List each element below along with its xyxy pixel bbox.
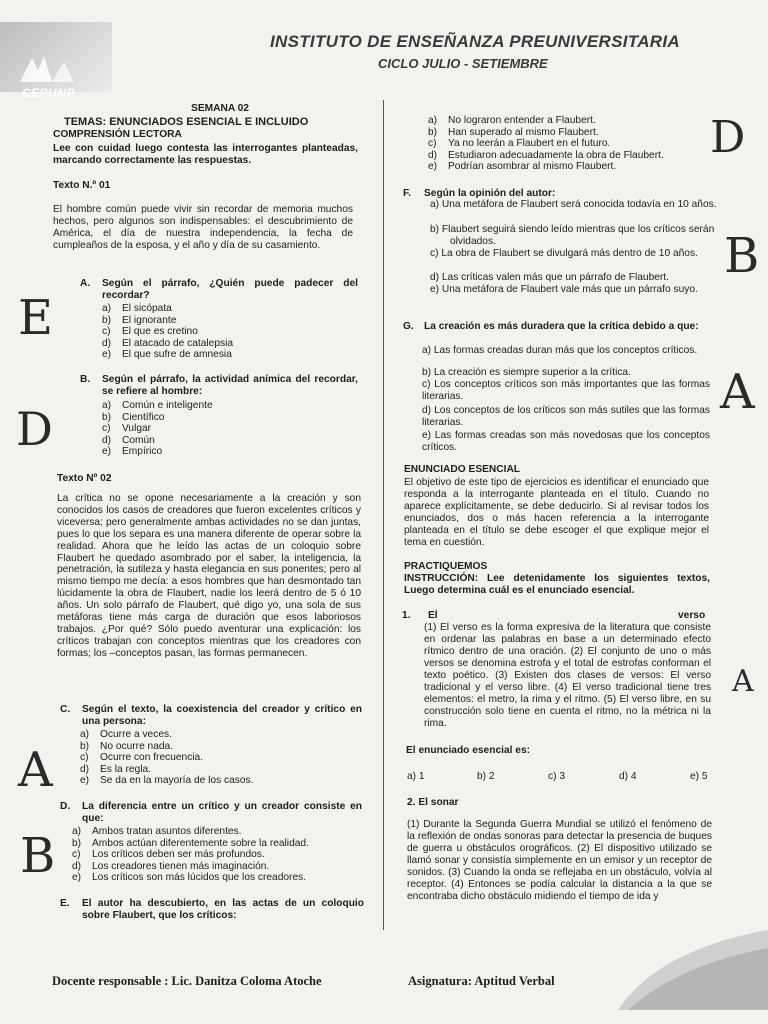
exercise-1-choice: a) 1 <box>407 771 425 782</box>
exercise-1-number: 1. <box>402 610 411 621</box>
answer-option <box>102 303 172 315</box>
answer-option <box>428 115 596 127</box>
option-letter: d) <box>80 763 90 775</box>
option-letter: b) <box>80 740 90 752</box>
handwritten-answer-D: B <box>20 828 56 884</box>
option-letter: c) <box>80 752 89 764</box>
option-letter: a) <box>102 400 112 411</box>
option-letter: b) <box>72 837 82 849</box>
text1-title: Texto N.º 01 <box>53 180 111 191</box>
option-text: Empírico <box>122 446 163 458</box>
topics-heading: TEMAS: ENUNCIADOS ESENCIAL E INCLUIDO <box>64 116 309 128</box>
answer-option <box>102 349 232 361</box>
answer-option <box>102 315 176 327</box>
answer-option <box>80 741 173 753</box>
answer-option <box>80 775 253 787</box>
option-text: Ocurre con frecuencia. <box>100 752 204 764</box>
option-letter: d) <box>102 434 112 446</box>
option-text: El que es cretino <box>122 326 198 338</box>
question-E-label: E. <box>60 898 70 909</box>
question-F-text: Según la opinión del autor: <box>424 188 556 199</box>
option-letter: c) <box>428 138 437 150</box>
answer-option: a) Las formas creadas duran más que los conceptos críticos. <box>422 345 698 356</box>
option-letter: b) <box>102 411 112 423</box>
answer-option <box>428 161 616 173</box>
handwritten-answer-G: A <box>720 364 755 420</box>
question-E-text: El autor ha descubierto, en las actas de un coloquio sobre Flaubert, que los críticos: <box>82 898 364 921</box>
option-letter: a) <box>428 115 438 126</box>
text2-title: Texto Nº 02 <box>57 473 112 484</box>
option-letter: e) <box>102 446 112 458</box>
exercise-1-choice: d) 4 <box>619 771 637 782</box>
option-letter: a) <box>80 729 90 740</box>
handwritten-answer-F: B <box>724 228 760 284</box>
answer-option: d) Los conceptos de los críticos son más sutiles que las formas literarias. <box>422 405 710 428</box>
subject-label: Asignatura: Aptitud Verbal <box>408 974 555 988</box>
option-letter: e) <box>102 349 112 361</box>
text2-body: La crítica no se opone necesariamente a la creación y son conocidos los casos de creadores que fueron excelentes críticos y viceversa; pero generalmente ambas actividades no se dan juntas, pues lo que los separa es una manera diferente de operar sobre la realidad. Ahora que he leído las actas de un coloquio sobre Flaubert he quedado asombrado por el saber, la inteligencia, la penetración, la sutileza y hasta elegancia en sus ponentes; pero al mismo tiempo me decía: a esos hombres que han desmontado tan lúcidamente la obra de Flaubert, nadie los leerá dentro de 5 ó 10 años. Un solo párrafo de Flaubert, qué digo yo, una sola de sus metáforas tiene más carga de duración que esos laboriosos trabajos. ¿Por qué? Sólo puedo aventurar una explicación: los críticos trabajan con conceptos mientras que los creadores con formas; los –conceptos pasan, las formas permanecen. <box>57 493 361 659</box>
institution-title: INSTITUTO DE ENSEÑANZA PREUNIVERSITARIA <box>270 32 680 51</box>
exercise-1-body: (1) El verso es la forma expresiva de la literatura que consiste en ordenar las palabras en base a un determinado efecto rítmico dentro de una oración. (2) El conjunto de uno o más versos se denomina estrofa y el total de estrofas conforman el texto poético. (3) Existen dos clases de versos: El verso tradicional y el verso libre. (4) El verso tradicional tiene tres elementos: el metro, la rima y el ritmo. (5) El verso libre, en su construcción solo tiene en cuenta el ritmo, no la métrica ni la rima. <box>424 622 711 729</box>
option-text: Podrían asombrar al mismo Flaubert. <box>448 161 617 173</box>
answer-option <box>102 326 198 338</box>
essential-statement-body: El objetivo de este tipo de ejercicios es identificar el enunciado que responda a la interrogante planteada en el título. Cuando no aparece explícitamente, se debe deducirlo. Si al revisar todos los enunciados, dos o más hacen referencia a la interrogante planteada en el título se debe escoger el que explique mejor el tema en cuestión. <box>404 477 709 548</box>
handwritten-answer-B: D <box>16 402 53 456</box>
option-text: El ignorante <box>122 314 177 326</box>
answer-option <box>102 412 164 424</box>
answer-option <box>72 826 242 838</box>
option-text: El que sufre de amnesia <box>122 349 232 361</box>
handwritten-answer-C: A <box>18 742 53 798</box>
option-text: No lograron entender a Flaubert. <box>448 115 596 126</box>
answer-option <box>428 138 610 150</box>
exercise-1-question: El enunciado esencial es: <box>406 745 530 756</box>
option-letter: a) <box>72 826 82 837</box>
option-text: Científico <box>122 411 165 423</box>
option-text: Los críticos son más lúcidos que los creadores. <box>92 872 307 884</box>
option-text: Vulgar <box>122 423 152 435</box>
handwritten-answer-A: E <box>18 290 54 346</box>
teacher-label: Docente responsable : Lic. Danitza Coloma Atoche <box>52 974 322 988</box>
question-G-label: G. <box>403 321 414 332</box>
answer-option <box>72 838 309 850</box>
handwritten-answer-1: A <box>732 664 754 699</box>
question-B-label: B. <box>80 374 91 385</box>
week-label: SEMANA 02 <box>191 103 249 114</box>
option-letter: c) <box>72 849 81 861</box>
option-letter: b) <box>102 314 112 326</box>
question-C-text: Según el texto, la coexistencia del creador y crítico en una persona: <box>82 704 362 727</box>
option-letter: a) <box>102 303 112 314</box>
exercise-2-title: 2. El sonar <box>407 797 459 808</box>
answer-option <box>102 446 162 458</box>
option-letter: e) <box>80 775 90 787</box>
option-letter: c) <box>102 326 111 338</box>
answer-option <box>102 435 155 447</box>
answer-option: c) Los conceptos críticos son más importantes que las formas literarias. <box>422 379 710 402</box>
option-text: Ocurre a veces. <box>100 729 172 740</box>
option-letter: c) <box>102 423 111 435</box>
option-text: El sicópata <box>122 303 172 314</box>
exercise-1-title-end: verso <box>678 610 706 621</box>
question-B-text: Según el párrafo, la actividad anímica del recordar, se refiere al hombre: <box>102 374 358 397</box>
practice-heading: PRACTIQUEMOS <box>404 561 488 572</box>
answer-option: a) Una metáfora de Flaubert será conocida todavía en 10 años. <box>430 199 717 210</box>
option-letter: d) <box>72 860 82 872</box>
answer-option: e) Las formas creadas son más novedosas que los conceptos críticos. <box>422 430 710 453</box>
reading-comprehension-heading: COMPRENSIÓN LECTORA <box>53 129 182 140</box>
option-text: Los críticos deben ser más profundos. <box>92 849 265 861</box>
option-text: Ambos tratan asuntos diferentes. <box>92 826 242 837</box>
exercise-1-title-start: El <box>428 610 438 621</box>
answer-option: d) Las críticas valen más que un párrafo de Flaubert. <box>430 272 669 283</box>
option-text: Común e inteligente <box>122 400 213 411</box>
answer-option <box>102 423 151 435</box>
option-text: Común <box>122 434 155 446</box>
option-letter: d) <box>102 337 112 349</box>
footer-decoration <box>618 930 768 1010</box>
answer-option <box>80 729 172 741</box>
instructions: Lee con cuidad luego contesta las interrogantes planteadas, marcando correctamente las respuestas. <box>53 143 358 166</box>
answer-option <box>72 872 306 884</box>
institution-logo <box>0 22 112 100</box>
column-divider <box>383 100 384 930</box>
option-letter: b) <box>428 126 438 138</box>
question-D-label: D. <box>60 801 71 812</box>
answer-option: e) Una metáfora de Flaubert vale más que un párrafo suyo. <box>430 284 698 295</box>
cycle-subtitle: CICLO JULIO - SETIEMBRE <box>378 56 548 71</box>
option-text: Se da en la mayoría de los casos. <box>100 775 254 787</box>
question-C-label: C. <box>60 704 71 715</box>
answer-option <box>80 752 203 764</box>
answer-option: b) La creación es siempre superior a la crítica. <box>422 367 631 378</box>
option-letter: e) <box>428 161 438 173</box>
option-text: Ya no leerán a Flaubert en el futuro. <box>448 138 611 150</box>
answer-option <box>72 849 265 861</box>
option-text: No ocurre nada. <box>100 740 174 752</box>
question-D-text: La diferencia entre un crítico y un creador consiste en que: <box>82 801 362 824</box>
option-text: El atacado de catalepsia <box>122 337 234 349</box>
exercise-1-choice: b) 2 <box>477 771 495 782</box>
answer-option: b) Flaubert seguirá siendo leído mientras que los críticos serán olvidados. <box>430 224 715 247</box>
logo-text: CEPUNP <box>22 86 76 100</box>
answer-option <box>428 150 664 162</box>
question-F-label: F. <box>403 188 411 199</box>
exercise-1-choice: e) 5 <box>690 771 708 782</box>
answer-option <box>80 764 151 776</box>
text1-body: El hombre común puede vivir sin recordar de memoria muchos hechos, pero algunos son indispensables: el descubrimiento de América, el día de nuestra independencia, la fecha de cumpleaños de la esposa, y el año y día de su casamiento. <box>53 204 353 251</box>
answer-option <box>102 338 233 350</box>
option-text: Es la regla. <box>100 763 151 775</box>
option-letter: e) <box>72 872 82 884</box>
option-letter: d) <box>428 149 438 161</box>
handwritten-answer-E: D <box>710 112 746 163</box>
question-G-text: La creación es más duradera que la crítica debido a que: <box>424 321 699 332</box>
question-A-text: Según el párrafo, ¿Quién puede padecer del recordar? <box>102 278 358 301</box>
option-text: Han superado al mismo Flaubert. <box>448 126 599 138</box>
exercise-2-body: (1) Durante la Segunda Guerra Mundial se utilizó el fenómeno de la reflexión de ondas sonoras para detectar la presencia de buques de guerra u obstáculos orográficos. (2) El dispositivo utilizado se llamó sonar y consistía simplemente en un emisor y un receptor de sonidos. (3) Cuando la onda se reflejaba en un obstáculo, volvía al receptor. (4) Entonces se podía calcular la distancia a la que se encontraba dicho obstáculo midiendo el tiempo de ida y <box>407 819 712 902</box>
option-text: Estudiaron adecuadamente la obra de Flaubert. <box>448 149 664 161</box>
essential-statement-heading: ENUNCIADO ESENCIAL <box>404 464 521 475</box>
answer-option <box>102 400 213 412</box>
practice-instruction: INSTRUCCIÓN: Lee detenidamente los siguientes textos, Luego determina cuál es el enunciado esencial. <box>404 573 710 596</box>
option-text: Ambos actúan diferentemente sobre la realidad. <box>92 837 309 849</box>
answer-option <box>72 861 269 873</box>
answer-option: c) La obra de Flaubert se divulgará más dentro de 10 años. <box>430 248 698 259</box>
exercise-1-choice: c) 3 <box>548 771 565 782</box>
question-A-label: A. <box>80 278 91 289</box>
option-text: Los creadores tienen más imaginación. <box>92 860 270 872</box>
logo-emblem-icon <box>12 52 82 86</box>
answer-option <box>428 127 599 139</box>
